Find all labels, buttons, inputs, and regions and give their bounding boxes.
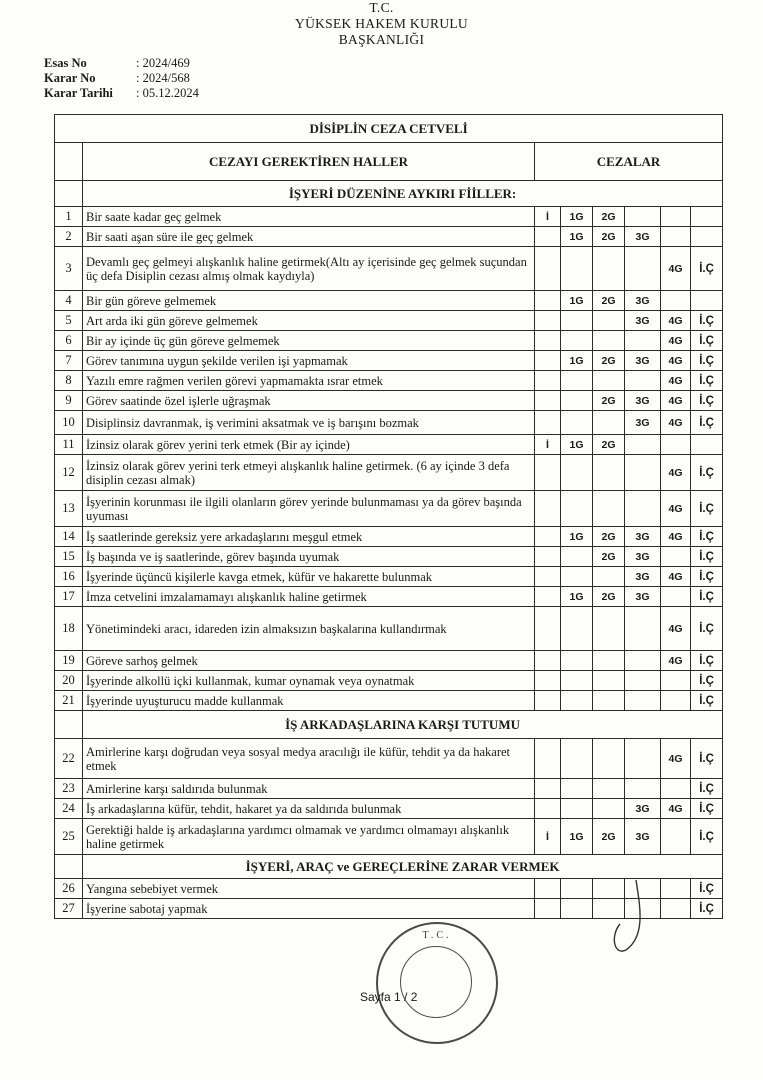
penalty-cell	[561, 455, 593, 491]
penalty-cell	[535, 671, 561, 691]
penalty-cell: İ.Ç	[691, 899, 723, 919]
penalty-cell: 4G	[661, 567, 691, 587]
penalty-cell: İ	[535, 207, 561, 227]
penalty-cell	[625, 455, 661, 491]
offense-description: Bir gün göreve gelmemek	[83, 291, 535, 311]
penalty-cell	[561, 247, 593, 291]
penalty-cell: 4G	[661, 455, 691, 491]
table-row	[55, 371, 723, 391]
penalty-cell: İ.Ç	[691, 799, 723, 819]
penalty-cell: İ.Ç	[691, 567, 723, 587]
penalty-cell	[535, 247, 561, 291]
penalty-cell: İ.Ç	[691, 351, 723, 371]
offense-description: Disiplinsiz davranmak, iş verimini aksatmak ve iş barışını bozmak	[83, 411, 535, 435]
penalty-cell	[625, 331, 661, 351]
penalty-cell	[593, 739, 625, 779]
institution-name: YÜKSEK HAKEM KURULU	[295, 16, 468, 31]
table-row	[55, 671, 723, 691]
column-header-cases: CEZAYI GEREKTİREN HALLER	[83, 143, 535, 181]
penalty-cell	[593, 491, 625, 527]
penalty-table	[54, 114, 723, 919]
penalty-cell: 2G	[593, 587, 625, 607]
penalty-cell	[535, 371, 561, 391]
row-number: 26	[55, 879, 83, 899]
table-row	[55, 819, 723, 855]
section-title: İŞYERİ, ARAÇ ve GEREÇLERİNE ZARAR VERMEK	[83, 855, 723, 879]
penalty-cell: 2G	[593, 207, 625, 227]
penalty-cell	[561, 391, 593, 411]
penalty-cell	[535, 527, 561, 547]
section-header	[55, 855, 723, 879]
table-row	[55, 247, 723, 291]
table-title: DİSİPLİN CEZA CETVELİ	[55, 115, 723, 143]
penalty-cell: 4G	[661, 527, 691, 547]
penalty-cell	[593, 567, 625, 587]
penalty-cell	[593, 691, 625, 711]
table-row	[55, 567, 723, 587]
penalty-cell: 4G	[661, 739, 691, 779]
offense-description: Bir saate kadar geç gelmek	[83, 207, 535, 227]
penalty-cell: İ.Ç	[691, 691, 723, 711]
penalty-cell: 3G	[625, 391, 661, 411]
penalty-cell	[661, 671, 691, 691]
table-row	[55, 331, 723, 351]
penalty-cell: İ.Ç	[691, 671, 723, 691]
header-line-1: T.C.	[369, 0, 394, 15]
table-row	[55, 779, 723, 799]
penalty-cell	[593, 799, 625, 819]
offense-description: İşyerinde alkollü içki kullanmak, kumar oynamak veya oynatmak	[83, 671, 535, 691]
penalty-cell: İ.Ç	[691, 411, 723, 435]
table-row	[55, 411, 723, 435]
column-header-penalties: CEZALAR	[535, 143, 723, 181]
penalty-cell	[561, 371, 593, 391]
penalty-cell	[625, 207, 661, 227]
penalty-cell: 2G	[593, 819, 625, 855]
penalty-cell	[625, 435, 661, 455]
penalty-cell	[535, 691, 561, 711]
row-number: 27	[55, 899, 83, 919]
penalty-cell	[691, 227, 723, 247]
row-number: 1	[55, 207, 83, 227]
table-row	[55, 691, 723, 711]
table-row	[55, 739, 723, 779]
penalty-cell: 1G	[561, 435, 593, 455]
row-number: 9	[55, 391, 83, 411]
table-row	[55, 435, 723, 455]
penalty-cell	[661, 547, 691, 567]
offense-description: İşyerine sabotaj yapmak	[83, 899, 535, 919]
penalty-cell	[691, 435, 723, 455]
table-row	[55, 227, 723, 247]
row-number: 5	[55, 311, 83, 331]
penalty-cell	[661, 779, 691, 799]
offense-description: Bir ay içinde üç gün göreve gelmemek	[83, 331, 535, 351]
row-number: 24	[55, 799, 83, 819]
penalty-cell	[535, 391, 561, 411]
penalty-cell	[561, 879, 593, 899]
penalty-cell	[561, 607, 593, 651]
penalty-cell: 2G	[593, 291, 625, 311]
penalty-cell: 4G	[661, 351, 691, 371]
offense-description: İş başında ve iş saatlerinde, görev başında uyumak	[83, 547, 535, 567]
row-number: 18	[55, 607, 83, 651]
penalty-cell	[625, 491, 661, 527]
penalty-cell: 4G	[661, 311, 691, 331]
row-number: 6	[55, 331, 83, 351]
table-row	[55, 651, 723, 671]
penalty-cell	[535, 567, 561, 587]
penalty-cell: İ.Ç	[691, 819, 723, 855]
offense-description: Göreve sarhoş gelmek	[83, 651, 535, 671]
offense-description: Yangına sebebiyet vermek	[83, 879, 535, 899]
penalty-cell: 3G	[625, 411, 661, 435]
penalty-cell: 3G	[625, 311, 661, 331]
penalty-cell	[661, 435, 691, 455]
offense-description: İş arkadaşlarına küfür, tehdit, hakaret ya da saldırıda bulunmak	[83, 799, 535, 819]
penalty-cell	[661, 587, 691, 607]
penalty-cell: İ.Ç	[691, 247, 723, 291]
table-row	[55, 547, 723, 567]
penalty-cell	[561, 547, 593, 567]
row-number: 10	[55, 411, 83, 435]
row-number: 16	[55, 567, 83, 587]
penalty-cell: İ.Ç	[691, 547, 723, 567]
penalty-cell	[593, 247, 625, 291]
row-number: 14	[55, 527, 83, 547]
penalty-cell: 1G	[561, 527, 593, 547]
offense-description: Amirlerine karşı doğrudan veya sosyal medya aracılığı ile küfür, tehdit ya da hakaret etmek	[83, 739, 535, 779]
penalty-cell	[535, 651, 561, 671]
penalty-cell: 4G	[661, 247, 691, 291]
table-row	[55, 351, 723, 371]
row-number: 3	[55, 247, 83, 291]
penalty-cell	[661, 291, 691, 311]
penalty-cell	[561, 567, 593, 587]
penalty-cell: 4G	[661, 491, 691, 527]
meta-tarih: Karar Tarihi : 05.12.2024	[44, 86, 199, 100]
penalty-cell	[593, 331, 625, 351]
penalty-cell: İ	[535, 435, 561, 455]
penalty-cell	[661, 227, 691, 247]
penalty-cell	[535, 227, 561, 247]
table-row	[55, 207, 723, 227]
penalty-cell	[561, 739, 593, 779]
penalty-cell: 1G	[561, 351, 593, 371]
row-number: 25	[55, 819, 83, 855]
penalty-cell	[535, 899, 561, 919]
penalty-cell	[593, 411, 625, 435]
penalty-cell: İ.Ç	[691, 311, 723, 331]
offense-description: İmza cetvelini imzalamamayı alışkanlık haline getirmek	[83, 587, 535, 607]
penalty-cell	[625, 671, 661, 691]
penalty-cell	[535, 455, 561, 491]
signature-mark	[606, 876, 666, 956]
row-number: 4	[55, 291, 83, 311]
penalty-cell	[561, 799, 593, 819]
penalty-cell	[535, 879, 561, 899]
penalty-cell: İ.Ç	[691, 739, 723, 779]
penalty-cell	[535, 331, 561, 351]
penalty-cell: İ.Ç	[691, 587, 723, 607]
table-row	[55, 607, 723, 651]
official-seal: T.C.	[376, 922, 498, 1044]
penalty-cell: İ.Ç	[691, 651, 723, 671]
page-number: Sayfa 1 / 2	[360, 990, 418, 1004]
offense-description: Art arda iki gün göreve gelmemek	[83, 311, 535, 331]
offense-description: Gerektiği halde iş arkadaşlarına yardımcı olmamak ve yardımcı olmamayı alışkanlık haline getirmek	[83, 819, 535, 855]
table-row	[55, 527, 723, 547]
penalty-cell: 2G	[593, 227, 625, 247]
section-title: İŞYERİ DÜZENİNE AYKIRI FİİLLER:	[83, 181, 723, 207]
table-row	[55, 491, 723, 527]
penalty-cell: İ.Ç	[691, 879, 723, 899]
penalty-cell	[561, 411, 593, 435]
row-number: 21	[55, 691, 83, 711]
row-number: 13	[55, 491, 83, 527]
penalty-cell: 4G	[661, 607, 691, 651]
penalty-cell	[535, 291, 561, 311]
penalty-cell: İ.Ç	[691, 371, 723, 391]
penalty-cell	[625, 691, 661, 711]
table-row	[55, 291, 723, 311]
penalty-cell: İ.Ç	[691, 391, 723, 411]
penalty-cell: 2G	[593, 435, 625, 455]
penalty-cell: İ.Ç	[691, 607, 723, 651]
penalty-cell: İ.Ç	[691, 779, 723, 799]
table-row	[55, 455, 723, 491]
penalty-cell	[625, 371, 661, 391]
penalty-cell	[535, 779, 561, 799]
penalty-cell	[561, 779, 593, 799]
offense-description: Yazılı emre rağmen verilen görevi yapmamakta ısrar etmek	[83, 371, 535, 391]
section-header	[55, 181, 723, 207]
penalty-cell: 3G	[625, 227, 661, 247]
penalty-cell	[561, 331, 593, 351]
penalty-cell: 3G	[625, 547, 661, 567]
penalty-cell	[593, 651, 625, 671]
penalty-cell	[535, 311, 561, 331]
row-number: 15	[55, 547, 83, 567]
penalty-cell	[535, 491, 561, 527]
header-blank	[55, 143, 83, 181]
penalty-cell: 3G	[625, 799, 661, 819]
penalty-cell: 3G	[625, 567, 661, 587]
penalty-cell: 3G	[625, 587, 661, 607]
penalty-cell	[593, 671, 625, 691]
penalty-cell	[535, 547, 561, 567]
penalty-cell	[561, 491, 593, 527]
institution-unit: BAŞKANLIĞI	[338, 32, 425, 47]
penalty-cell: 4G	[661, 411, 691, 435]
row-number: 11	[55, 435, 83, 455]
penalty-cell	[625, 739, 661, 779]
row-number: 20	[55, 671, 83, 691]
penalty-cell: 1G	[561, 227, 593, 247]
penalty-cell: 4G	[661, 651, 691, 671]
penalty-cell	[561, 651, 593, 671]
penalty-cell	[593, 455, 625, 491]
penalty-cell	[661, 819, 691, 855]
row-number: 22	[55, 739, 83, 779]
penalty-cell	[535, 351, 561, 371]
penalty-cell: İ.Ç	[691, 527, 723, 547]
row-number: 19	[55, 651, 83, 671]
penalty-cell: 1G	[561, 819, 593, 855]
offense-description: Devamlı geç gelmeyi alışkanlık haline getirmek(Altı ay içerisinde geç gelmek suçundan üç defa Disiplin cezası almış olmak kaydıyla)	[83, 247, 535, 291]
penalty-cell	[593, 779, 625, 799]
row-number: 17	[55, 587, 83, 607]
penalty-cell: 1G	[561, 291, 593, 311]
table-row	[55, 311, 723, 331]
row-number: 2	[55, 227, 83, 247]
penalty-cell: İ.Ç	[691, 331, 723, 351]
offense-description: Görev tanımına uygun şekilde verilen işi yapmamak	[83, 351, 535, 371]
penalty-cell	[561, 671, 593, 691]
penalty-cell	[625, 779, 661, 799]
penalty-cell	[625, 651, 661, 671]
penalty-cell	[535, 411, 561, 435]
penalty-cell	[593, 311, 625, 331]
penalty-cell	[593, 607, 625, 651]
offense-description: Bir saati aşan süre ile geç gelmek	[83, 227, 535, 247]
penalty-cell: 2G	[593, 391, 625, 411]
row-number: 7	[55, 351, 83, 371]
offense-description: İşyerinde uyuşturucu madde kullanmak	[83, 691, 535, 711]
penalty-cell	[535, 739, 561, 779]
section-header	[55, 711, 723, 739]
penalty-cell: İ	[535, 819, 561, 855]
penalty-cell: 2G	[593, 351, 625, 371]
penalty-cell: 4G	[661, 391, 691, 411]
offense-description: İzinsiz olarak görev yerini terk etmek (Bir ay içinde)	[83, 435, 535, 455]
penalty-cell	[625, 607, 661, 651]
penalty-cell: 2G	[593, 527, 625, 547]
offense-description: İş saatlerinde gereksiz yere arkadaşlarını meşgul etmek	[83, 527, 535, 547]
penalty-cell	[535, 587, 561, 607]
offense-description: İşyerinde üçüncü kişilerle kavga etmek, küfür ve hakarette bulunmak	[83, 567, 535, 587]
table-row	[55, 587, 723, 607]
offense-description: Yönetimindeki aracı, idareden izin almaksızın başkalarına kullandırmak	[83, 607, 535, 651]
penalty-cell	[691, 291, 723, 311]
row-number: 23	[55, 779, 83, 799]
penalty-cell	[593, 371, 625, 391]
penalty-cell: 3G	[625, 291, 661, 311]
penalty-cell: 3G	[625, 351, 661, 371]
penalty-cell	[661, 207, 691, 227]
penalty-cell	[535, 799, 561, 819]
penalty-cell: 1G	[561, 207, 593, 227]
offense-description: Görev saatinde özel işlerle uğraşmak	[83, 391, 535, 411]
penalty-cell	[561, 899, 593, 919]
penalty-cell: İ.Ç	[691, 455, 723, 491]
penalty-cell	[535, 607, 561, 651]
penalty-cell: 4G	[661, 331, 691, 351]
offense-description: İşyerinin korunması ile ilgili olanların görev yerinde bulunmaması ya da görev başında uyuması	[83, 491, 535, 527]
section-title: İŞ ARKADAŞLARINA KARŞI TUTUMU	[83, 711, 723, 739]
penalty-cell	[625, 247, 661, 291]
offense-description: Amirlerine karşı saldırıda bulunmak	[83, 779, 535, 799]
penalty-cell	[691, 207, 723, 227]
row-number: 12	[55, 455, 83, 491]
penalty-cell: 3G	[625, 819, 661, 855]
penalty-cell: 3G	[625, 527, 661, 547]
table-row	[55, 391, 723, 411]
penalty-cell: 4G	[661, 371, 691, 391]
case-meta	[44, 56, 199, 101]
row-number: 8	[55, 371, 83, 391]
offense-description: İzinsiz olarak görev yerini terk etmeyi alışkanlık haline getirmek. (6 ay içinde 3 defa disiplin cezası almak)	[83, 455, 535, 491]
penalty-cell	[661, 691, 691, 711]
penalty-cell	[561, 691, 593, 711]
table-row	[55, 799, 723, 819]
penalty-cell: 2G	[593, 547, 625, 567]
penalty-cell: İ.Ç	[691, 491, 723, 527]
penalty-cell: 1G	[561, 587, 593, 607]
penalty-cell	[561, 311, 593, 331]
penalty-cell: 4G	[661, 799, 691, 819]
meta-esas: Esas No : 2024/469	[44, 56, 190, 70]
meta-karar: Karar No : 2024/568	[44, 71, 190, 85]
